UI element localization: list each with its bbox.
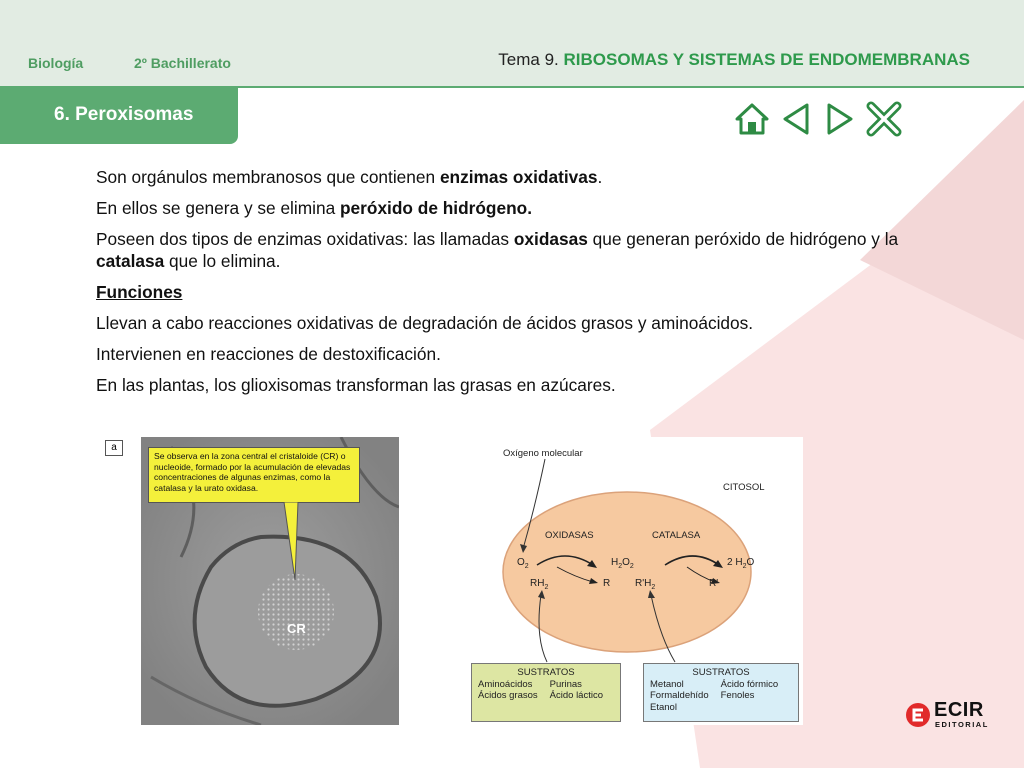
cytosol-label: CITOSOL bbox=[723, 482, 765, 493]
navigation-bar bbox=[733, 100, 903, 138]
rprime-label: R' bbox=[709, 578, 719, 589]
paragraph-definition bbox=[96, 166, 946, 188]
paragraph-enzymes bbox=[96, 228, 946, 272]
r-label: R bbox=[603, 578, 611, 589]
function-item: En las plantas, los glioxisomas transforman las grasas en azúcares. bbox=[96, 375, 616, 395]
substrate-item: Ácido láctico bbox=[549, 690, 604, 701]
cr-label: CR bbox=[287, 621, 306, 636]
oxidasas-label: OXIDASAS bbox=[545, 530, 594, 541]
bold-text: enzimas oxidativas bbox=[439, 167, 598, 187]
header-bar bbox=[0, 0, 1024, 88]
substrate-item: Ácido fórmico bbox=[720, 678, 779, 690]
h2o2-label: $H_2O_2$ bbox=[611, 557, 634, 570]
substrate-item: Purinas bbox=[549, 678, 582, 690]
text: que generan peróxido de hidrógeno y la bbox=[587, 229, 899, 249]
text: . bbox=[597, 167, 603, 187]
functions-heading bbox=[96, 281, 946, 303]
paragraph-peroxide bbox=[96, 197, 946, 219]
bold-text: catalasa bbox=[96, 251, 165, 271]
figure-a-label: a bbox=[105, 440, 123, 456]
substrate-item: Metanol bbox=[650, 678, 684, 690]
rh2-label: $RH_2$ bbox=[530, 578, 549, 591]
topic-title bbox=[498, 50, 970, 70]
topic-name: RIBOSOMAS Y SISTEMAS DE ENDOMEMBRANAS bbox=[563, 50, 970, 69]
callout-box: Se observa en la zona central el cristaloide (CR) o nucleoide, formado por la acumulación de elevadas concentraciones de algunas enzimas, como la catalasa y la urato oxidasa. bbox=[148, 447, 360, 503]
section-title: 6. Peroxisomas bbox=[54, 104, 194, 125]
text: Son orgánulos membranosos que contienen bbox=[96, 167, 440, 187]
peroxisome-diagram bbox=[465, 437, 803, 725]
substrate-item: Formaldehído bbox=[650, 690, 709, 701]
heading-text: Funciones bbox=[96, 282, 183, 302]
text: que lo elimina. bbox=[164, 251, 281, 271]
substrate-item: Aminoácidos bbox=[478, 678, 533, 690]
oxygen-label: Oxígeno molecular bbox=[503, 448, 583, 459]
bold-text: oxidasas bbox=[513, 229, 588, 249]
topic-prefix: Tema 9. bbox=[498, 50, 559, 69]
text: En ellos se genera y se elimina bbox=[96, 198, 340, 218]
rprime-h2-label: $R'H_2$ bbox=[635, 578, 656, 591]
home-icon[interactable] bbox=[733, 100, 771, 138]
ecir-logo bbox=[904, 695, 994, 733]
o2-label: $O_2$ bbox=[517, 557, 529, 570]
function-item: Llevan a cabo reacciones oxidativas de degradación de ácidos grasos y aminoácidos. bbox=[96, 313, 754, 333]
section-tab bbox=[0, 86, 238, 144]
substrates-box-1 bbox=[471, 663, 621, 722]
callout-pointer bbox=[283, 502, 303, 582]
substrate-item: Etanol bbox=[650, 701, 677, 713]
main-content bbox=[96, 166, 946, 405]
logo-text: ECIR bbox=[934, 699, 984, 721]
substrates-box-2 bbox=[643, 663, 799, 722]
function-item: Intervienen en reacciones de destoxificación. bbox=[96, 344, 441, 364]
substrates-title: SUSTRATOS bbox=[692, 667, 750, 678]
h2o-label: 2 $H_2O$ bbox=[727, 557, 755, 570]
bold-text: peróxido de hidrógeno. bbox=[340, 198, 533, 218]
substrate-item: Fenoles bbox=[720, 690, 755, 701]
subject-label: Biología bbox=[28, 55, 84, 71]
previous-icon[interactable] bbox=[777, 100, 815, 138]
substrate-item: Ácidos grasos bbox=[478, 690, 538, 701]
next-icon[interactable] bbox=[821, 100, 859, 138]
substrates-title: SUSTRATOS bbox=[517, 667, 575, 678]
logo-subtext: EDITORIAL bbox=[935, 720, 989, 729]
text: Poseen dos tipos de enzimas oxidativas: las llamadas bbox=[96, 229, 514, 249]
course-label: 2º Bachillerato bbox=[134, 55, 231, 71]
ecir-logo-mark bbox=[904, 701, 932, 729]
close-icon[interactable] bbox=[865, 100, 903, 138]
catalasa-label: CATALASA bbox=[652, 530, 701, 541]
